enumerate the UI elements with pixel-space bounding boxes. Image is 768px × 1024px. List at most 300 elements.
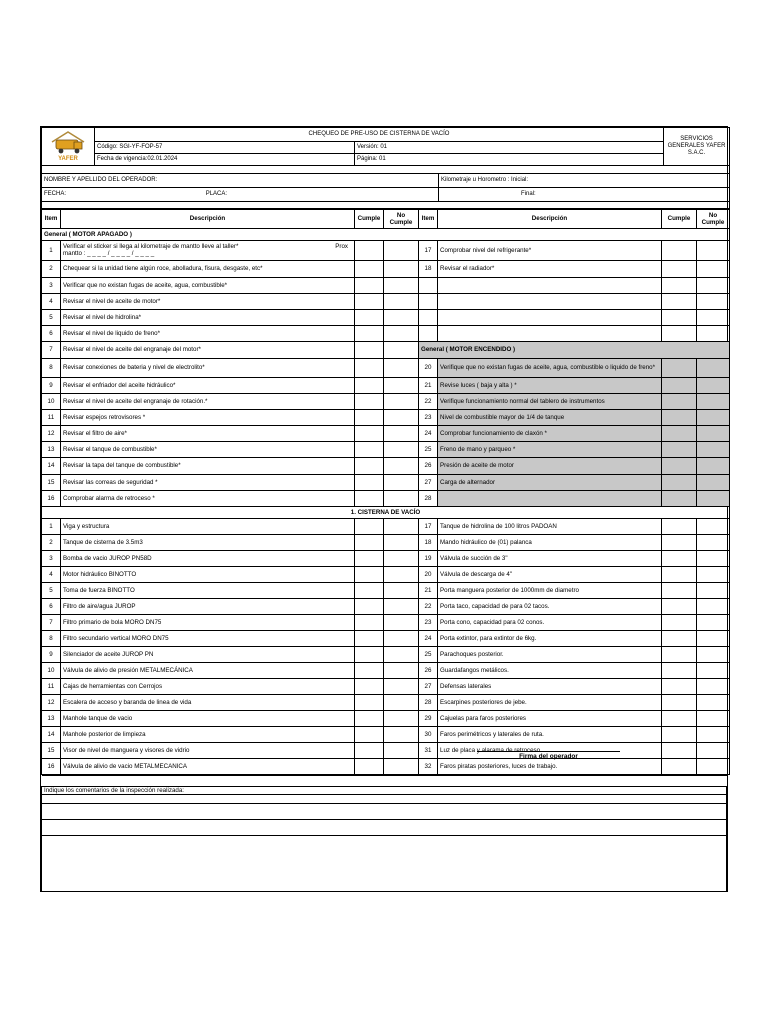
item-number: 9: [42, 646, 61, 662]
item-number: 17: [419, 518, 438, 534]
item-number: 18: [419, 534, 438, 550]
no-cumple-checkbox[interactable]: [697, 409, 730, 425]
no-cumple-checkbox[interactable]: [384, 726, 419, 742]
item-number: 25: [419, 441, 438, 457]
cumple-checkbox[interactable]: [355, 240, 384, 260]
item-description: Comprobar funcionamiento de claxón *: [438, 425, 662, 441]
col-cumple: Cumple: [355, 209, 384, 228]
item-description: Válvula de alivio de presión METALMECÁNICA: [61, 662, 355, 678]
item-number: 31: [419, 742, 438, 758]
table-row: [42, 425, 730, 441]
form-page: Página: 01: [355, 154, 664, 166]
cumple-checkbox[interactable]: [662, 309, 697, 325]
item-description: Bomba de vacio JUROP PN58D: [61, 550, 355, 566]
item-number: 2: [42, 260, 61, 277]
item-description: Filtro secundario vertical MORO DN75: [61, 630, 355, 646]
col-cumple-right: Cumple: [662, 209, 697, 228]
no-cumple-checkbox[interactable]: [384, 710, 419, 726]
no-cumple-checkbox[interactable]: [697, 694, 730, 710]
no-cumple-checkbox[interactable]: [697, 474, 730, 490]
cumple-checkbox[interactable]: [355, 566, 384, 582]
item-number: 3: [42, 277, 61, 293]
cumple-checkbox[interactable]: [662, 441, 697, 457]
item-description: Revisar el radiador*: [438, 260, 662, 277]
no-cumple-checkbox[interactable]: [384, 758, 419, 774]
table-row: [42, 441, 730, 457]
no-cumple-checkbox[interactable]: [384, 441, 419, 457]
mantto-label: mantto : _ _ _ _ / _ _ _ _ / _ _ _ _: [63, 250, 155, 257]
no-cumple-checkbox[interactable]: [697, 630, 730, 646]
date-plate-field[interactable]: [42, 187, 439, 201]
item-number: 24: [419, 630, 438, 646]
item-number: 5: [42, 309, 61, 325]
form-header: [41, 127, 730, 166]
item-description: Carga de alternador: [438, 474, 662, 490]
cumple-checkbox[interactable]: [355, 490, 384, 506]
cumple-checkbox[interactable]: [355, 646, 384, 662]
table-row: [42, 694, 730, 710]
cumple-checkbox[interactable]: [355, 293, 384, 309]
item-description: Revisar el nivel de aceite del engranaje de rotación.*: [61, 393, 355, 409]
cumple-checkbox[interactable]: [662, 277, 697, 293]
item-description: Tanque de cisterna de 3.5m3: [61, 534, 355, 550]
cumple-checkbox[interactable]: [662, 325, 697, 341]
cumple-checkbox[interactable]: [355, 710, 384, 726]
cumple-checkbox[interactable]: [355, 425, 384, 441]
item-number: 7: [42, 614, 61, 630]
item-description: Mando hidráulico de (01) palanca: [438, 534, 662, 550]
item-number: 14: [42, 726, 61, 742]
comments-line-1[interactable]: [42, 794, 727, 803]
no-cumple-checkbox[interactable]: [384, 550, 419, 566]
item-number: 21: [419, 377, 438, 393]
item-description: Faros piratas posteriores, luces de trabajo.: [438, 758, 662, 774]
item-number: 11: [42, 409, 61, 425]
table-row: [42, 534, 730, 550]
cumple-checkbox[interactable]: [355, 518, 384, 534]
operator-name-field[interactable]: NOMBRE Y APELLIDO DEL OPERADOR:: [42, 173, 439, 187]
table-row: [42, 566, 730, 582]
item-number: 28: [419, 490, 438, 506]
no-cumple-checkbox[interactable]: [697, 662, 730, 678]
no-cumple-checkbox[interactable]: [697, 534, 730, 550]
cumple-checkbox[interactable]: [662, 490, 697, 506]
signature-line[interactable]: [477, 751, 620, 752]
cumple-checkbox[interactable]: [662, 630, 697, 646]
cumple-checkbox[interactable]: [662, 409, 697, 425]
item-number: 16: [42, 490, 61, 506]
item-description: Motor hidráulico BINOTTO: [61, 566, 355, 582]
cumple-checkbox[interactable]: [662, 742, 697, 758]
no-cumple-checkbox[interactable]: [384, 614, 419, 630]
item-description: Toma de fuerza BINOTTO: [61, 582, 355, 598]
no-cumple-checkbox[interactable]: [697, 425, 730, 441]
item-description: Revisar el filtro de aire*: [61, 425, 355, 441]
item-description: Porta extintor, para extintor de 6kg.: [438, 630, 662, 646]
no-cumple-checkbox[interactable]: [384, 646, 419, 662]
cumple-checkbox[interactable]: [662, 582, 697, 598]
no-cumple-checkbox[interactable]: [697, 358, 730, 377]
item-description: Verifique que no existan fugas de aceite, agua, combustible o liquido de freno*: [438, 358, 662, 377]
item-description: Manhole posterior de limpieza: [61, 726, 355, 742]
item-number: 7: [42, 341, 61, 358]
no-cumple-checkbox[interactable]: [697, 490, 730, 506]
table-row: [42, 726, 730, 742]
item-description: Verifique funcionamiento normal del tablero de instrumentos: [438, 393, 662, 409]
cumple-checkbox[interactable]: [355, 309, 384, 325]
item-number: 28: [419, 694, 438, 710]
item-number: 23: [419, 614, 438, 630]
item-number: 24: [419, 425, 438, 441]
cumple-checkbox[interactable]: [662, 566, 697, 582]
no-cumple-checkbox[interactable]: [384, 341, 419, 358]
section-motor-encendido: General ( MOTOR ENCENDIDO ): [419, 341, 730, 358]
company-logo: [42, 128, 95, 166]
item-number: 25: [419, 646, 438, 662]
cumple-checkbox[interactable]: [355, 614, 384, 630]
item-description: Porta manguera posterior de 1000mm de diametro: [438, 582, 662, 598]
cumple-checkbox[interactable]: [662, 694, 697, 710]
col-item: Item: [42, 209, 61, 228]
comments-label: Indique los comentarios de la inspección realizada:: [42, 786, 727, 794]
cumple-checkbox[interactable]: [355, 742, 384, 758]
table-row: [42, 678, 730, 694]
no-cumple-checkbox[interactable]: [384, 534, 419, 550]
no-cumple-checkbox[interactable]: [384, 678, 419, 694]
checklist-table: [41, 209, 730, 775]
col-item-right: Item: [419, 209, 438, 228]
item-description: Escalera de acceso y baranda de linea de vida: [61, 694, 355, 710]
item-number: 26: [419, 457, 438, 474]
item-description: Cajuelas para faros posteriores: [438, 710, 662, 726]
cumple-checkbox[interactable]: [662, 457, 697, 474]
item-description: Faros perimétricos y laterales de ruta.: [438, 726, 662, 742]
cumple-checkbox[interactable]: [662, 518, 697, 534]
item-number: 8: [42, 630, 61, 646]
item-description: Revisar el tanque de combustible*: [61, 441, 355, 457]
item-number: 20: [419, 566, 438, 582]
no-cumple-checkbox[interactable]: [697, 260, 730, 277]
table-row: [42, 325, 730, 341]
cumple-checkbox[interactable]: [662, 240, 697, 260]
table-row: [42, 646, 730, 662]
prox-label: Prox: [335, 243, 348, 250]
cumple-checkbox[interactable]: [662, 293, 697, 309]
cumple-checkbox[interactable]: [355, 630, 384, 646]
table-row: [42, 582, 730, 598]
item-number: 29: [419, 710, 438, 726]
cumple-checkbox[interactable]: [662, 678, 697, 694]
cumple-checkbox[interactable]: [662, 710, 697, 726]
item-number: 3: [42, 550, 61, 566]
item-number: 15: [42, 742, 61, 758]
item-description: Presión de aceite de motor: [438, 457, 662, 474]
cumple-checkbox[interactable]: [355, 260, 384, 277]
item-description: Escarpines posteriores de jebe.: [438, 694, 662, 710]
item-number: [419, 293, 438, 309]
no-cumple-checkbox[interactable]: [384, 694, 419, 710]
cumple-checkbox[interactable]: [355, 377, 384, 393]
no-cumple-checkbox[interactable]: [384, 742, 419, 758]
no-cumple-checkbox[interactable]: [384, 518, 419, 534]
no-cumple-checkbox[interactable]: [384, 490, 419, 506]
section1-rows: [42, 240, 730, 506]
item-description: Revisar el nivel de aceite del engranaje del motor*: [61, 341, 355, 358]
cumple-checkbox[interactable]: [355, 598, 384, 614]
item-description: Nivel de combustible mayor de 1/4 de tanque: [438, 409, 662, 425]
no-cumple-checkbox[interactable]: [697, 710, 730, 726]
item-description: Revisar la tapa del tanque de combustible*: [61, 457, 355, 474]
item-number: 9: [42, 377, 61, 393]
item-number: 13: [42, 441, 61, 457]
cumple-checkbox[interactable]: [662, 377, 697, 393]
no-cumple-checkbox[interactable]: [697, 566, 730, 582]
table-row: [42, 409, 730, 425]
cumple-checkbox[interactable]: [355, 409, 384, 425]
cumple-checkbox[interactable]: [355, 277, 384, 293]
cumple-checkbox[interactable]: [662, 614, 697, 630]
no-cumple-checkbox[interactable]: [384, 377, 419, 393]
section-motor-apagado: General ( MOTOR APAGADO ): [42, 228, 730, 240]
item-description: [438, 325, 662, 341]
table-row: [42, 758, 730, 774]
item-number: 19: [419, 550, 438, 566]
item-number: 12: [42, 694, 61, 710]
date-label: FECHA:: [44, 190, 67, 197]
cumple-checkbox[interactable]: [662, 358, 697, 377]
item-description: Filtro primario de bola MORO DN75: [61, 614, 355, 630]
comments-line-3[interactable]: [42, 819, 727, 835]
item-number: 6: [42, 325, 61, 341]
cumple-checkbox[interactable]: [355, 662, 384, 678]
no-cumple-checkbox[interactable]: [697, 293, 730, 309]
item-description: Comprobar alarma de retroceso *: [61, 490, 355, 506]
truck-logo-icon: [44, 128, 92, 162]
no-cumple-checkbox[interactable]: [384, 358, 419, 377]
item-description: [438, 309, 662, 325]
no-cumple-checkbox[interactable]: [697, 518, 730, 534]
cumple-checkbox[interactable]: [355, 457, 384, 474]
cumple-checkbox[interactable]: [662, 534, 697, 550]
table-row: [42, 341, 730, 358]
cumple-checkbox[interactable]: [662, 726, 697, 742]
cumple-checkbox[interactable]: [662, 393, 697, 409]
item-description: Guardafangos metálicos.: [438, 662, 662, 678]
cumple-checkbox[interactable]: [662, 758, 697, 774]
table-row: [42, 662, 730, 678]
table-row: [42, 309, 730, 325]
item-number: 10: [42, 662, 61, 678]
table-row: [42, 490, 730, 506]
no-cumple-checkbox[interactable]: [384, 240, 419, 260]
table-row: [42, 293, 730, 309]
item-description: Comprobar nivel del refrigerante*: [438, 240, 662, 260]
item-description: Revisar espejos retrovisores *: [61, 409, 355, 425]
no-cumple-checkbox[interactable]: [697, 277, 730, 293]
item-description: Visor de nivel de manguera y visores de vidrio: [61, 742, 355, 758]
no-cumple-checkbox[interactable]: [697, 393, 730, 409]
no-cumple-checkbox[interactable]: [384, 277, 419, 293]
no-cumple-checkbox[interactable]: [697, 598, 730, 614]
operator-info: [41, 166, 730, 209]
no-cumple-checkbox[interactable]: [384, 309, 419, 325]
cumple-checkbox[interactable]: [355, 441, 384, 457]
item-number: 30: [419, 726, 438, 742]
item-description: Revisar el enfriador del aceite hidráulico*: [61, 377, 355, 393]
item-number: 10: [42, 393, 61, 409]
no-cumple-checkbox[interactable]: [697, 441, 730, 457]
no-cumple-checkbox[interactable]: [697, 309, 730, 325]
item-description: Parachoques posterior.: [438, 646, 662, 662]
item-description: Filtro de aire/agua JUROP: [61, 598, 355, 614]
item-description: Verificar que no existan fugas de aceite, agua, combustible*: [61, 277, 355, 293]
item-description: Freno de mano y parqueo *: [438, 441, 662, 457]
item-number: [419, 325, 438, 341]
cumple-checkbox[interactable]: [355, 325, 384, 341]
item-number: 22: [419, 598, 438, 614]
no-cumple-checkbox[interactable]: [384, 260, 419, 277]
item-description: Válvula de succión de 3": [438, 550, 662, 566]
item-number: 2: [42, 534, 61, 550]
no-cumple-checkbox[interactable]: [384, 474, 419, 490]
no-cumple-checkbox[interactable]: [697, 457, 730, 474]
no-cumple-checkbox[interactable]: [697, 240, 730, 260]
comments-section: [41, 775, 727, 892]
col-desc-right: Descripción: [438, 209, 662, 228]
no-cumple-checkbox[interactable]: [697, 678, 730, 694]
table-row: [42, 550, 730, 566]
table-row: [42, 614, 730, 630]
item-description: Revisar las correas de seguridad *: [61, 474, 355, 490]
cumple-checkbox[interactable]: [662, 425, 697, 441]
item-description: Luz de placa y alarama de retroceso: [438, 742, 662, 758]
item-number: 23: [419, 409, 438, 425]
comments-line-2[interactable]: [42, 803, 727, 819]
table-row: [42, 518, 730, 534]
item-number: 27: [419, 474, 438, 490]
item-number: 20: [419, 358, 438, 377]
item-description: Revisar el nivel de liquido de freno*: [61, 325, 355, 341]
item-number: 22: [419, 393, 438, 409]
no-cumple-checkbox[interactable]: [384, 457, 419, 474]
no-cumple-checkbox[interactable]: [384, 598, 419, 614]
no-cumple-checkbox[interactable]: [697, 377, 730, 393]
item-number: 32: [419, 758, 438, 774]
km-final-field[interactable]: [439, 187, 730, 201]
no-cumple-checkbox[interactable]: [697, 550, 730, 566]
no-cumple-checkbox[interactable]: [697, 614, 730, 630]
signature-label: Firma del operador: [519, 753, 578, 760]
cumple-checkbox[interactable]: [355, 758, 384, 774]
item-description: Válvula de alivio de vacio METALMECANICA: [61, 758, 355, 774]
km-initial-field[interactable]: Kilometraje u Horometro : Inicial:: [439, 173, 730, 187]
no-cumple-checkbox[interactable]: [697, 325, 730, 341]
cumple-checkbox[interactable]: [355, 582, 384, 598]
item-number: 13: [42, 710, 61, 726]
no-cumple-checkbox[interactable]: [384, 325, 419, 341]
form-valid-date: Fecha de vigencia:02.01.2024: [95, 154, 355, 166]
no-cumple-checkbox[interactable]: [697, 726, 730, 742]
cumple-checkbox[interactable]: [355, 534, 384, 550]
section-cisterna-vacio: 1. CISTERNA DE VACÍO: [42, 506, 730, 518]
no-cumple-checkbox[interactable]: [384, 293, 419, 309]
cumple-checkbox[interactable]: [662, 474, 697, 490]
item-number: 1: [42, 240, 61, 260]
cumple-checkbox[interactable]: [355, 726, 384, 742]
no-cumple-checkbox[interactable]: [697, 646, 730, 662]
item-text: Verificar el sticker si llega al kilometraje de mantto lleve al taller*: [63, 243, 239, 250]
item-number: 15: [42, 474, 61, 490]
svg-text:YAFER: YAFER: [58, 156, 78, 162]
no-cumple-checkbox[interactable]: [384, 582, 419, 598]
table-row: [42, 742, 730, 758]
no-cumple-checkbox[interactable]: [697, 742, 730, 758]
item-number: 5: [42, 582, 61, 598]
item-description: [438, 490, 662, 506]
table-row: [42, 393, 730, 409]
cumple-checkbox[interactable]: [355, 474, 384, 490]
cumple-checkbox[interactable]: [662, 260, 697, 277]
item-number: 14: [42, 457, 61, 474]
item-description: Defensas laterales: [438, 678, 662, 694]
plate-label: PLACA:: [205, 190, 228, 197]
item-description: Válvula de descarga de 4": [438, 566, 662, 582]
cumple-checkbox[interactable]: [662, 646, 697, 662]
table-row: [42, 598, 730, 614]
item-description: Revisar el nivel de hidrolina*: [61, 309, 355, 325]
no-cumple-checkbox[interactable]: [697, 582, 730, 598]
no-cumple-checkbox[interactable]: [697, 758, 730, 774]
table-row: [42, 277, 730, 293]
cumple-checkbox[interactable]: [355, 678, 384, 694]
item-description: [438, 277, 662, 293]
table-row: [42, 260, 730, 277]
cumple-checkbox[interactable]: [662, 550, 697, 566]
cumple-checkbox[interactable]: [662, 598, 697, 614]
item-number: 4: [42, 293, 61, 309]
item-description: Revisar conexiones de bateria y nivel de electrolito*: [61, 358, 355, 377]
item-description: Silenciador de aceite JUROP PN: [61, 646, 355, 662]
no-cumple-checkbox[interactable]: [384, 662, 419, 678]
form-version: Versión: 01: [355, 142, 664, 154]
no-cumple-checkbox[interactable]: [384, 566, 419, 582]
item-description: Porta cono, capacidad para 02 conos.: [438, 614, 662, 630]
item-description: Porta taco, capacidad de para 02 tacos.: [438, 598, 662, 614]
item-description: Revise luces ( baja y alta ) *: [438, 377, 662, 393]
cumple-checkbox[interactable]: [355, 393, 384, 409]
cumple-checkbox[interactable]: [355, 694, 384, 710]
cumple-checkbox[interactable]: [355, 550, 384, 566]
item-description: [61, 240, 355, 260]
item-number: 16: [42, 758, 61, 774]
no-cumple-checkbox[interactable]: [384, 409, 419, 425]
item-number: [419, 277, 438, 293]
no-cumple-checkbox[interactable]: [384, 425, 419, 441]
cumple-checkbox[interactable]: [355, 341, 384, 358]
col-no-cumple-right: No Cumple: [697, 209, 730, 228]
item-number: 26: [419, 662, 438, 678]
cumple-checkbox[interactable]: [355, 358, 384, 377]
item-number: 21: [419, 582, 438, 598]
item-number: 4: [42, 566, 61, 582]
table-row: [42, 710, 730, 726]
item-description: [438, 293, 662, 309]
item-description: Viga y estructura: [61, 518, 355, 534]
no-cumple-checkbox[interactable]: [384, 630, 419, 646]
no-cumple-checkbox[interactable]: [384, 393, 419, 409]
col-no-cumple: No Cumple: [384, 209, 419, 228]
cumple-checkbox[interactable]: [662, 662, 697, 678]
